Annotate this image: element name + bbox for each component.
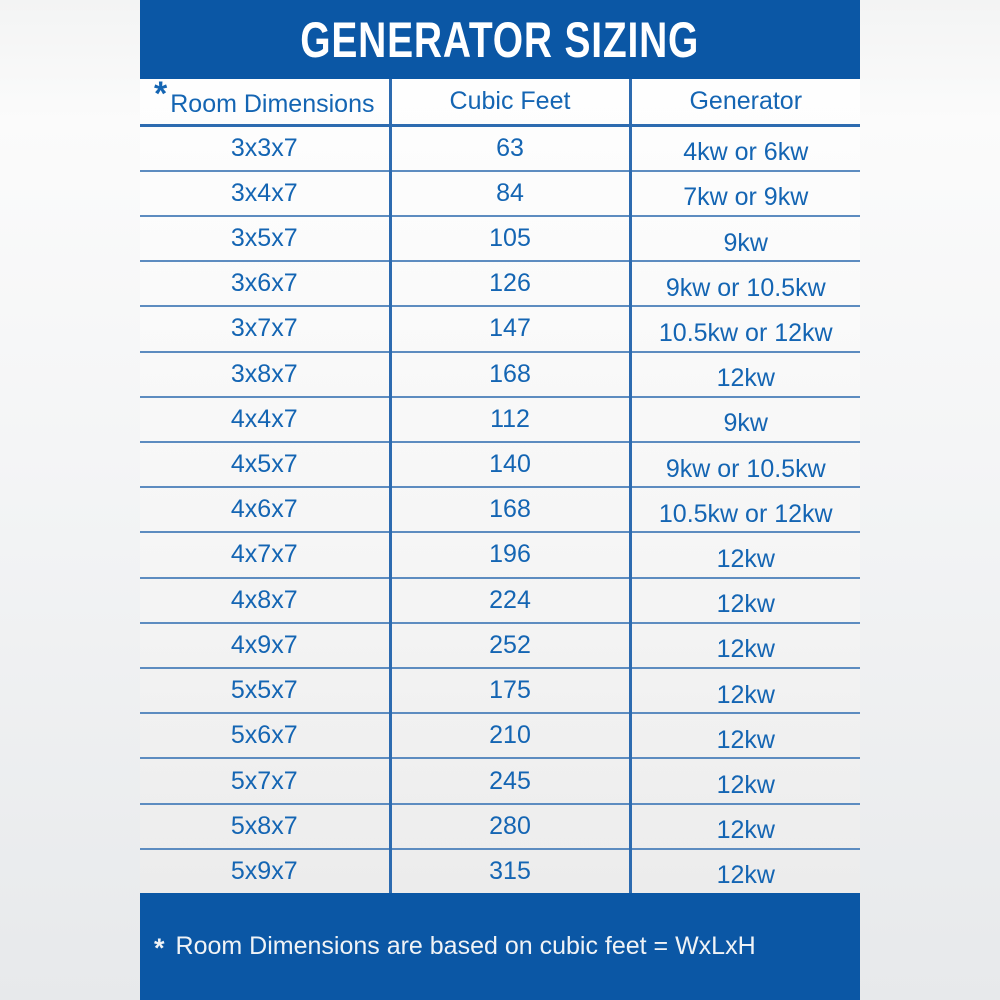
cubic-feet-cell: 175 bbox=[390, 668, 630, 713]
table-row bbox=[140, 713, 860, 758]
table-row bbox=[140, 171, 860, 216]
table-row bbox=[140, 623, 860, 668]
cubic-feet-cell: 168 bbox=[390, 352, 630, 397]
sizing-table bbox=[140, 79, 860, 893]
room-dimensions-cell: 4x6x7 bbox=[140, 487, 390, 532]
page-title: GENERATOR SIZING bbox=[300, 11, 700, 68]
header-cubic-feet: Cubic Feet bbox=[390, 79, 630, 125]
table-row bbox=[140, 352, 860, 397]
generator-cell: 7kw or 9kw bbox=[630, 171, 860, 216]
header-room-dimensions-label: Room Dimensions bbox=[170, 89, 375, 118]
cubic-feet-cell: 112 bbox=[390, 397, 630, 442]
generator-cell: 12kw bbox=[630, 532, 860, 577]
title-bar bbox=[140, 0, 860, 79]
table-body bbox=[140, 125, 860, 893]
table-row bbox=[140, 306, 860, 351]
generator-cell: 12kw bbox=[630, 758, 860, 803]
asterisk-mark: * bbox=[154, 79, 168, 113]
cubic-feet-cell: 105 bbox=[390, 216, 630, 261]
generator-cell: 9kw bbox=[630, 216, 860, 261]
cubic-feet-cell: 140 bbox=[390, 442, 630, 487]
room-dimensions-cell: 5x5x7 bbox=[140, 668, 390, 713]
generator-cell: 12kw bbox=[630, 578, 860, 623]
room-dimensions-cell: 3x3x7 bbox=[140, 125, 390, 171]
table-row bbox=[140, 397, 860, 442]
cubic-feet-cell: 147 bbox=[390, 306, 630, 351]
cubic-feet-cell: 168 bbox=[390, 487, 630, 532]
room-dimensions-cell: 4x9x7 bbox=[140, 623, 390, 668]
generator-cell: 12kw bbox=[630, 804, 860, 849]
table-row bbox=[140, 487, 860, 532]
room-dimensions-cell: 5x6x7 bbox=[140, 713, 390, 758]
room-dimensions-cell: 3x6x7 bbox=[140, 261, 390, 306]
sizing-table-section bbox=[140, 79, 860, 893]
cubic-feet-cell: 210 bbox=[390, 713, 630, 758]
cubic-feet-cell: 280 bbox=[390, 804, 630, 849]
header-generator: Generator bbox=[630, 79, 860, 125]
header-row bbox=[140, 79, 860, 125]
cubic-feet-cell: 126 bbox=[390, 261, 630, 306]
table-row bbox=[140, 532, 860, 577]
room-dimensions-cell: 3x4x7 bbox=[140, 171, 390, 216]
room-dimensions-cell: 4x8x7 bbox=[140, 578, 390, 623]
footnote-bar bbox=[140, 893, 860, 1000]
table-row bbox=[140, 261, 860, 306]
table-row bbox=[140, 668, 860, 713]
generator-cell: 12kw bbox=[630, 623, 860, 668]
generator-cell: 10.5kw or 12kw bbox=[630, 306, 860, 351]
cubic-feet-cell: 252 bbox=[390, 623, 630, 668]
room-dimensions-cell: 5x9x7 bbox=[140, 849, 390, 893]
generator-cell: 9kw or 10.5kw bbox=[630, 261, 860, 306]
room-dimensions-cell: 4x4x7 bbox=[140, 397, 390, 442]
cubic-feet-cell: 63 bbox=[390, 125, 630, 171]
room-dimensions-cell: 3x5x7 bbox=[140, 216, 390, 261]
generator-cell: 12kw bbox=[630, 713, 860, 758]
cubic-feet-cell: 224 bbox=[390, 578, 630, 623]
table-row bbox=[140, 216, 860, 261]
cubic-feet-cell: 84 bbox=[390, 171, 630, 216]
cubic-feet-cell: 315 bbox=[390, 849, 630, 893]
table-row bbox=[140, 442, 860, 487]
room-dimensions-cell: 3x8x7 bbox=[140, 352, 390, 397]
header-room-dimensions bbox=[140, 79, 390, 125]
table-row bbox=[140, 758, 860, 803]
generator-cell: 10.5kw or 12kw bbox=[630, 487, 860, 532]
generator-cell: 12kw bbox=[630, 849, 860, 893]
room-dimensions-cell: 5x8x7 bbox=[140, 804, 390, 849]
cubic-feet-cell: 196 bbox=[390, 532, 630, 577]
footnote-text: Room Dimensions are based on cubic feet = WxLxH bbox=[175, 932, 756, 960]
table-row bbox=[140, 804, 860, 849]
generator-cell: 12kw bbox=[630, 668, 860, 713]
generator-cell: 4kw or 6kw bbox=[630, 125, 860, 171]
room-dimensions-cell: 5x7x7 bbox=[140, 758, 390, 803]
table-row bbox=[140, 578, 860, 623]
asterisk-mark: * bbox=[154, 933, 165, 963]
room-dimensions-cell: 4x7x7 bbox=[140, 532, 390, 577]
room-dimensions-cell: 4x5x7 bbox=[140, 442, 390, 487]
generator-cell: 9kw or 10.5kw bbox=[630, 442, 860, 487]
table-row bbox=[140, 849, 860, 893]
room-dimensions-cell: 3x7x7 bbox=[140, 306, 390, 351]
generator-sizing-panel bbox=[140, 0, 860, 1000]
cubic-feet-cell: 245 bbox=[390, 758, 630, 803]
generator-cell: 9kw bbox=[630, 397, 860, 442]
generator-cell: 12kw bbox=[630, 352, 860, 397]
table-row bbox=[140, 125, 860, 171]
